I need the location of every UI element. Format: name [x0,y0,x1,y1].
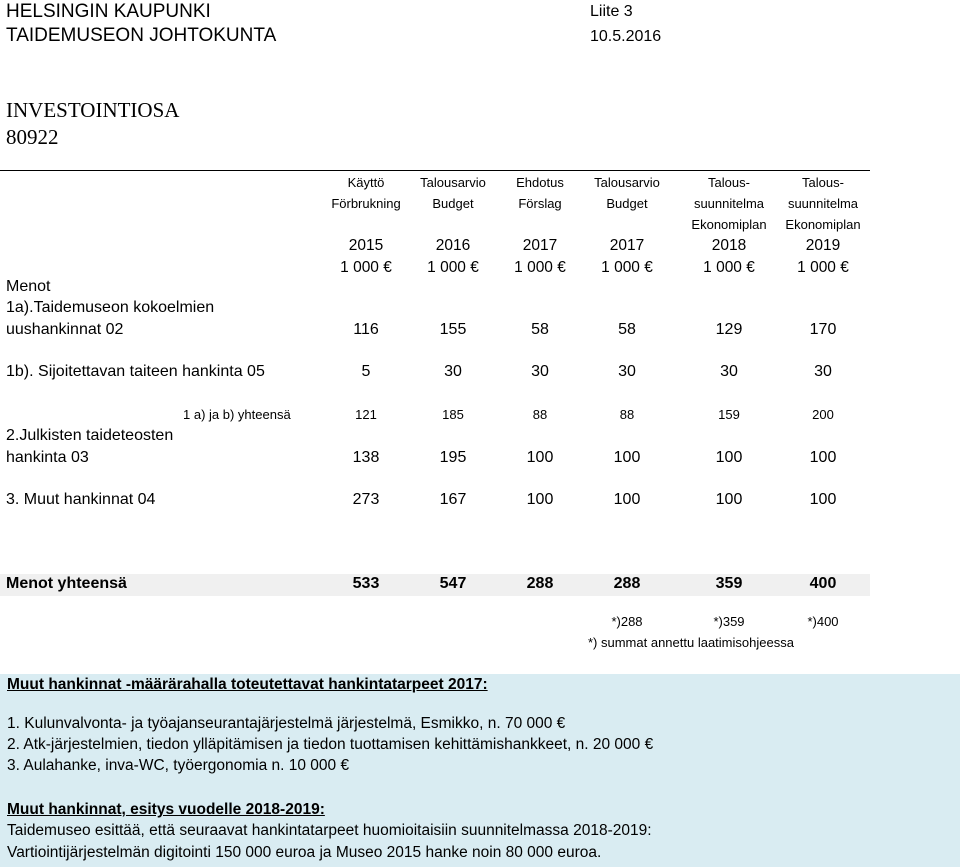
col-header-year: 2016 [435,237,471,254]
row-label: 3. Muut hankinnat 04 [6,491,156,508]
col-header-year: 2015 [348,237,384,254]
col-header-line2: suunnitelma [787,196,859,211]
footnote-value: *)400 [807,614,839,629]
section-title: INVESTOINTIOSA [6,98,180,122]
cell-value: 30 [720,363,738,380]
info-panel [0,674,960,867]
cell-value: 100 [613,491,641,508]
col-header-unit: 1 000 € [601,259,653,276]
col-header-line1: Talousarvio [594,175,660,190]
col-header-line2: Budget [432,196,474,211]
col-header-unit: 1 000 € [514,259,566,276]
col-header-unit: 1 000 € [427,259,479,276]
row-label: 2.Julkisten taideteosten [6,427,174,444]
cell-value: 100 [809,449,837,466]
panel-heading: Muut hankinnat, esitys vuodelle 2018-2019: [7,801,325,818]
menot-label: Menot [6,278,51,295]
col-header-unit: 1 000 € [703,259,755,276]
cell-value: 30 [531,363,549,380]
col-header-year: 2017 [522,237,558,254]
cell-value: 30 [618,363,636,380]
total-value: 400 [809,575,837,592]
footnote-text: *) summat annettu laatimisohjeessa [588,635,794,650]
cell-value: 88 [619,407,635,422]
row-label: uushankinnat 02 [6,321,124,338]
cell-value: 88 [532,407,548,422]
board-name: TAIDEMUSEON JOHTOKUNTA [6,25,277,46]
row-label: hankinta 03 [6,449,89,466]
col-header-line2: Förbrukning [331,196,401,211]
cell-value: 100 [809,491,837,508]
total-label: Menot yhteensä [6,575,127,592]
col-header-line2: suunnitelma [693,196,765,211]
col-header-line2: Budget [606,196,648,211]
col-header-year: 2019 [805,237,841,254]
cell-value: 200 [812,407,834,422]
cell-value: 129 [715,321,743,338]
footnote-value: *)359 [713,614,745,629]
cell-value: 30 [444,363,462,380]
row-label: 1a).Taidemuseon kokoelmien [6,299,215,316]
col-header-unit: 1 000 € [797,259,849,276]
cell-value: 58 [618,321,636,338]
row-label: 1b). Sijoitettavan taiteen hankinta 05 [6,363,265,380]
cell-value: 185 [442,407,464,422]
cell-value: 167 [439,491,467,508]
cell-value: 100 [526,491,554,508]
col-header-line3: Ekonomiplan [785,217,861,232]
table-top-rule [0,170,870,171]
col-header-line1: Ehdotus [516,175,564,190]
org-name: HELSINGIN KAUPUNKI [6,1,211,22]
cell-value: 155 [439,321,467,338]
col-header-line3: Ekonomiplan [691,217,767,232]
col-header-year: 2017 [609,237,645,254]
cell-value: 100 [526,449,554,466]
cell-value: 100 [715,491,743,508]
panel-list-item: 1. Kulunvalvonta- ja työajanseurantajärjestelmä järjestelmä, Esmikko, n. 70 000 € [7,715,566,732]
total-value: 547 [439,575,467,592]
col-header-line2: Förslag [518,196,562,211]
col-header-unit: 1 000 € [340,259,392,276]
panel-heading: Muut hankinnat -määrärahalla toteutettavat hankintatarpeet 2017: [7,676,488,693]
col-header-line1: Käyttö [347,175,385,190]
cell-value: 30 [814,363,832,380]
cell-value: 121 [355,407,377,422]
appendix-label: Liite 3 [590,3,633,20]
col-header-line1: Talousarvio [420,175,486,190]
subtotal-label: 1 a) ja b) yhteensä [183,407,291,422]
cell-value: 5 [361,363,371,380]
col-header-line1: Talous- [708,175,750,190]
footnote-value: *)288 [611,614,643,629]
cell-value: 100 [613,449,641,466]
cell-value: 116 [353,321,379,338]
panel-text: Taidemuseo esittää, että seuraavat hankintatarpeet huomioitaisiin suunnitelmassa 2018-2019: [7,822,652,839]
cell-value: 138 [352,449,380,466]
cell-value: 170 [809,321,837,338]
col-header-year: 2018 [711,237,747,254]
cell-value: 273 [352,491,380,508]
document-date: 10.5.2016 [590,28,662,45]
col-header-line1: Talous- [802,175,844,190]
panel-text: Vartiointijärjestelmän digitointi 150 000 euroa ja Museo 2015 hanke noin 80 000 euroa. [7,844,602,861]
cell-value: 159 [718,407,740,422]
total-value: 359 [715,575,743,592]
cell-value: 195 [439,449,467,466]
total-value: 288 [613,575,641,592]
section-code: 80922 [6,125,59,149]
panel-list-item: 2. Atk-järjestelmien, tiedon ylläpitämisen ja tiedon tuottamisen kehittämishankkeet, n. 20 000 € [7,736,654,753]
cell-value: 58 [531,321,549,338]
total-value: 533 [352,575,380,592]
total-value: 288 [526,575,554,592]
cell-value: 100 [715,449,743,466]
panel-list-item: 3. Aulahanke, inva-WC, työergonomia n. 10 000 € [7,757,350,774]
